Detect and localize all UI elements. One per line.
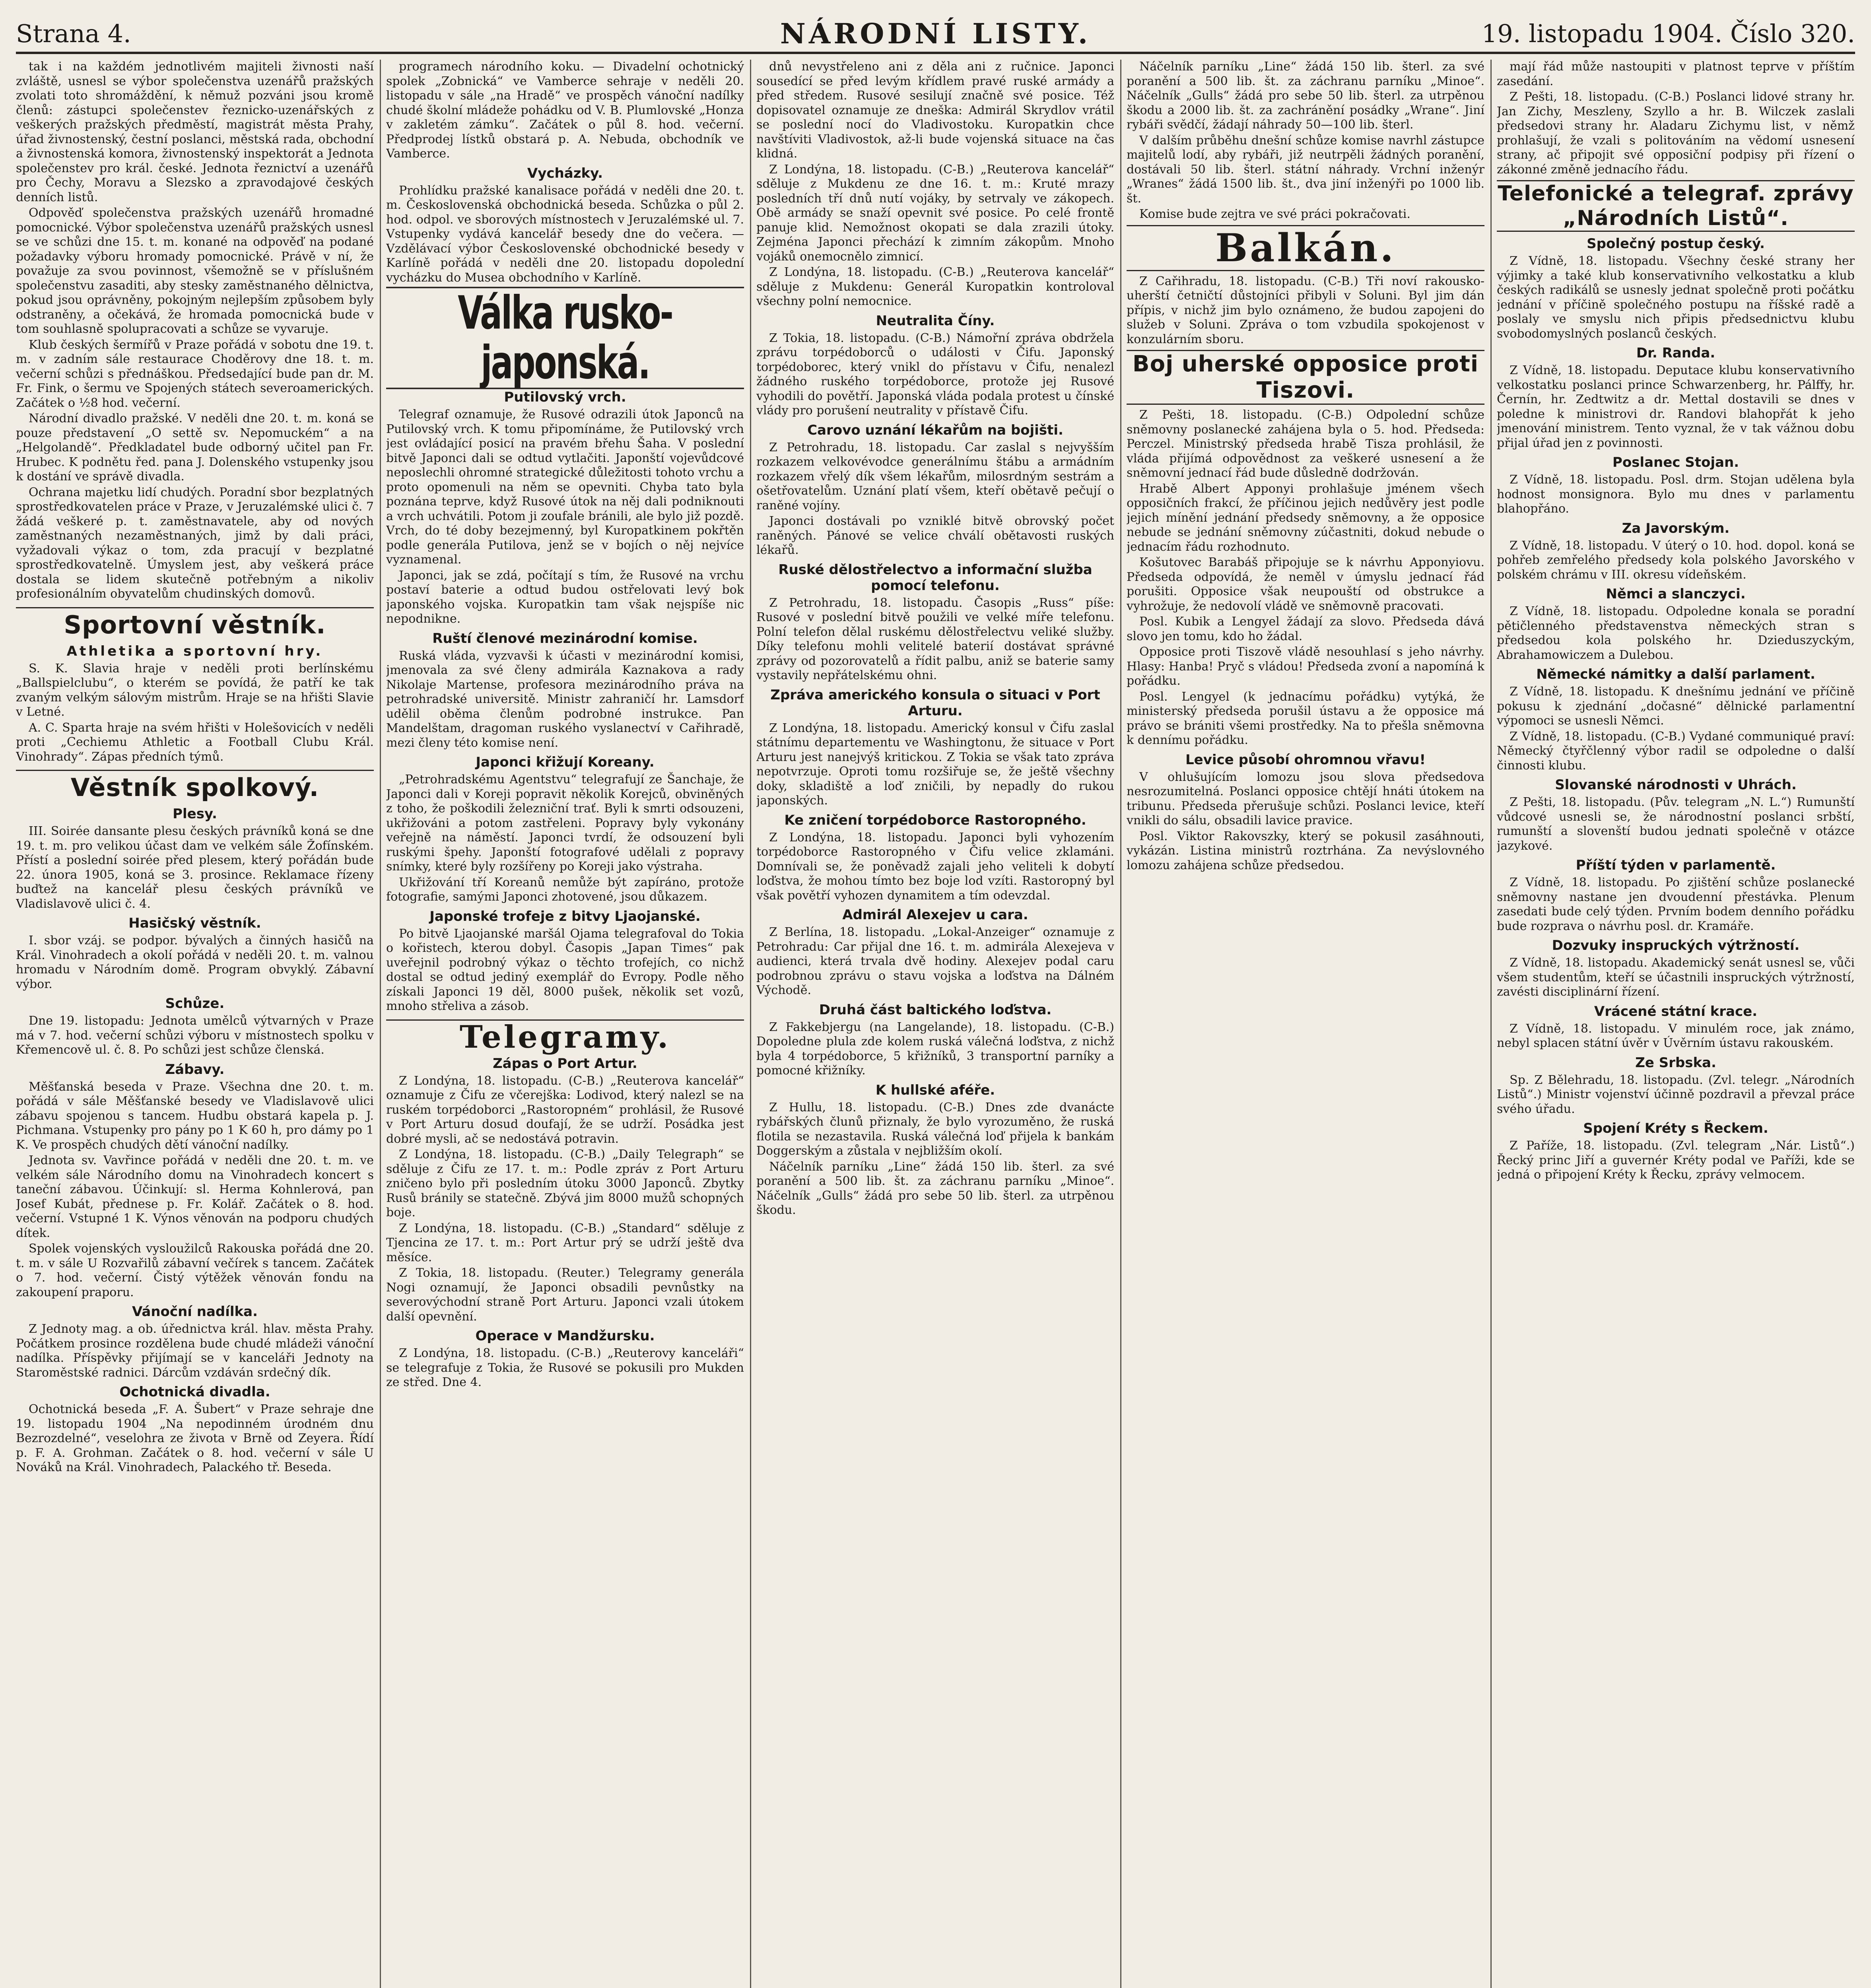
article-paragraph: Z Londýna, 18. listopadu. Americký konsul v Čifu zaslal státnímu departementu ve Washingtonu, že situace v Port Arturu jest nanejvýš kritickou. Z Tokia se však tato zpráva nepotvrzuje. Oproti tomu rozšiřuje se, že ještě všechny doky, skladiště a loď zničili, by nepadly do rukou japonských. — [756, 721, 1114, 808]
column-1 — [16, 60, 374, 1988]
column-rule — [1490, 60, 1492, 1988]
section-heading-telegrams: Telegramy. — [386, 1019, 744, 1052]
subheading: Carovo uznání lékařům na bojišti. — [807, 422, 1063, 438]
article-paragraph: Spolek vojenských vysloužilců Rakouska pořádá dne 20. t. m. v sále U Rozvařilů zábavní večírek s tancem. Začátek o 7. hod. večerní. Čistý výtěžek věnován fondu na zakoupení praporu. — [16, 1242, 374, 1299]
column-4 — [1127, 60, 1484, 1988]
article-paragraph: Z Londýna, 18. listopadu. (C-B.) „Daily Telegraph“ se sděluje z Čifu ze 17. t. m.: Podle zpráv z Port Arturu zničeno bylo při posledním útoku 3000 Japonců. Zbytky Rusů bránily se statečně. Zbývá jim 8000 mužů schopných boje. — [386, 1147, 744, 1219]
subheading: Japonci křižují Koreany. — [476, 754, 655, 770]
article-paragraph: A. C. Sparta hraje na svém hřišti v Holešovicích v neděli proti „Cechiemu Athletic a Football Clubu Král. Vinohrady“. Zápas předních týmů. — [16, 720, 374, 764]
column-2 — [386, 60, 744, 1988]
article-paragraph: programech národního koku. — Divadelní ochotnický spolek „Zobnická“ ve Vamberce sehraje v neděli 20. listopadu v sále „na Hradě“ ve prospěch vánoční nadílky chudé školní mládeže pohádku od V. B. Plumlovské „Honza v zakletém zámku“. Začátek o půl 8. hod. večerní. Předprodej lístků obstará p. A. Nebuda, obchodník ve Vamberce. — [386, 60, 744, 161]
article-paragraph: Z Pešti, 18. listopadu. (C-B.) Poslanci lidové strany hr. Jan Zichy, Meszleny, Szyllo a hr. B. Wilczek zaslali předsedovi strany hr. Aladaru Zichymu list, v němž prohlašují, že vzali s politováním na vědomí usnesení strany, ač připojit své opposiční podpisy při řízení o zákonné změně jednacího řádu. — [1497, 90, 1855, 177]
subheading: K hullské aféře. — [875, 1082, 995, 1098]
subheading: Schůze. — [165, 996, 225, 1011]
subheading: Ze Srbska. — [1635, 1054, 1716, 1071]
article-paragraph: Odpověď společenstva pražských uzenářů hromadné pomocnické. Výbor společenstva uzenářů pražských usnesl se ve schůzi dne 15. t. m. konané na odpověď na podané požadavky výboru hromady pomocnické. Právě v ní, že považuje za svou povinnost, všemožně se v příslušném společenstvu zasaditi, aby stesky zaměstnaného dělnictva, pokud jsou oprávněny, pokojným nejlepším způsobem byly odstraněny, a očekává, že hromada pomocnická bude v tom souhlasně spolupracovati a schůze se vyvaruje. — [16, 206, 374, 336]
subheading: Společný postup český. — [1587, 236, 1765, 252]
article-paragraph: Hrabě Albert Apponyi prohlašuje jménem všech opposičních frakcí, že příčinou jejich nedůvěry jest podle jejich mínění jednání předsedy sněmovny, a že opposice nebude se jednání sněmovny zúčastniti, dokud nebude o jednacím řádu rozhodnuto. — [1127, 481, 1484, 554]
article-paragraph: Z Tokia, 18. listopadu. (C-B.) Námořní zpráva obdržela zprávu torpédoborců o události v Čifu. Japonský torpédoborec, který vnikl do přístavu v Čifu, nenalezl žádného ruského torpédoborce, protože jej Rusové vyhodili do povětří. Japonská vláda podala protest u čínské vlády pro porušení neutrality v přístavě Čifu. — [756, 331, 1114, 417]
article-paragraph: S. K. Slavia hraje v neděli proti berlínskému „Ballspielclubu“, o kterém se povídá, že patří ke tak zvaným velkým sálovým mistrům. Hraje se na hřišti Slavie v Letné. — [16, 661, 374, 719]
subheading: Zápas o Port Artur. — [493, 1055, 637, 1072]
column-5 — [1497, 60, 1855, 1988]
column-rule — [1120, 60, 1121, 1988]
subheading: Ruské dělostřelectvo a informační služba pomocí telefonu. — [778, 561, 1092, 594]
article-paragraph: Z Tokia, 18. listopadu. (Reuter.) Telegramy generála Nogi oznamují, že Japonci obsadili pevnůstky na severovýchodní straně Port Arturu. Japonci vzali útokem další opevnění. — [386, 1266, 744, 1324]
article-paragraph: tak i na každém jednotlivém majiteli živnosti naší zvláště, usnesl se výbor společenstva uzenářů pražských zvolati toto shromáždění, k němuž pozváni jsou kromě členů: zástupci společenstev řeznicko-uzenářských z veškerých pražských předměstí, magistrát města Prahy, úřad živnostenský, čestní poslanci, městská rada, obchodní a živnostenská komora, živnostenský inspektorát a Jednota společenstev pro král. české. Jednota řeznictví a uzenářů pro Čechy, Moravu a Slezsko a zpravodajové českých denních listů. — [16, 60, 374, 204]
subheading: Za Javorským. — [1622, 520, 1730, 536]
subheading: Japonské trofeje z bitvy Ljaojanské. — [429, 908, 701, 924]
column-3 — [756, 60, 1114, 1988]
article-paragraph: Z Londýna, 18. listopadu. (C-B.) „Reuterova kancelář“ sděluje z Mukdenu ze dne 16. t. m.: Kruté mrazy posledních tří dnů nutí vojáky, by setrvaly ve zákopech. Obě armády se snaží opevnit své posice. Po celé frontě panuje klid. Nemožnost okopati se dala zrazili útoky. Zejména Japonci přechází k zimním zákopům. Mnoho vojáků onemocnělo zimnicí. — [756, 162, 1114, 264]
subheading: Vycházky. — [527, 165, 603, 181]
subheading: Vrácené státní krace. — [1594, 1003, 1758, 1019]
subheading: Dr. Randa. — [1636, 345, 1716, 361]
article-paragraph: Klub českých šermířů v Praze pořádá v sobotu dne 19. t. m. v zadním sále restaurace Choděrovy dne 18. t. m. večerní schůzi s přednáškou. Předsedající bude pan dr. M. Fr. Fink, o šermu ve Spojených státech severoamerických. Začátek o ½8 hod. večerní. — [16, 338, 374, 410]
subheading: Ochotnická divadla. — [119, 1384, 270, 1400]
subheading: Zpráva amerického konsula o situaci v Port Arturu. — [770, 687, 1100, 719]
article-paragraph: Z Londýna, 18. listopadu. (C-B.) „Reuterova kancelář“ oznamuje z Čifu ze včerejška: Lodivod, který nalezl se na ruském torpédoborci „Rastoropném“ prohlásil, že Rusové v Port Arturu dosud doufají, že se udrží. Posádka jest dobré mysli, ač se nedostává potravin. — [386, 1074, 744, 1146]
article-paragraph: III. Soirée dansante plesu českých právníků koná se dne 19. t. m. pro velikou účast dam ve velkém sále Žofínském. Přístí a poslední soirée před plesem, který pořádán bude 22. února 1905, koná se 3. prosince. Reklamace řízeny buďtež na kancelář plesu českých právníků ve Vladislavově ulici č. 4. — [16, 824, 374, 911]
subheading: Athletika a sportovní hry. — [66, 643, 323, 659]
subheading: Putilovský vrch. — [504, 389, 626, 405]
article-paragraph: Z Vídně, 18. listopadu. K dnešnímu jednání ve příčině pokusu k zjednání „dočasné“ dělnické parlamentní výpomoci se usnesli Němci. — [1497, 685, 1855, 728]
article-paragraph: Náčelník parníku „Line“ žádá 150 lib. šterl. za své poranění a 500 lib. št. za záchranu parníku „Minoe“. Náčelník „Gulls“ žádá pro sebe 50 lib. šterl. za utrpěnou škodu. — [756, 1159, 1114, 1217]
article-paragraph: mají řád může nastoupiti v platnost teprve v příštím zasedání. — [1497, 60, 1855, 88]
article-paragraph: Z Vídně, 18. listopadu. Posl. drm. Stojan udělena byla hodnost monsignora. Bylo mu dnes v parlamentu blahopřáno. — [1497, 473, 1855, 516]
article-paragraph: Posl. Lengyel (k jednacímu pořádku) vytýká, že ministerský předseda porušil ústavu a že opposice má právo se brániti všemi prostředky. Na to přešla sněmovna k dennímu pořádku. — [1127, 689, 1484, 747]
article-paragraph: Ruská vláda, vyzvavši k účasti v mezinárodní komisi, jmenovala za své členy admirála Kaznakova a rady Nikolaje Martense, profesora mezinárodního práva na petrohradské universitě. Ministr zahraničí hr. Lamsdorf udělil oběma členům podrobné instrukce. Pan Mandelštam, dragoman ruského vyslanectví v Cařihradě, mezi členy této komise není. — [386, 648, 744, 750]
subheading: Levice působí ohromnou vřavu! — [1185, 751, 1426, 768]
article-paragraph: Z Vídně, 18. listopadu. (C-B.) Vydané communiqué praví: Německý čtyřčlenný výbor radil se odpoledne o další činnosti klubu. — [1497, 729, 1855, 773]
article-paragraph: Japonci, jak se zdá, počítají s tím, že Rusové na vrchu postaví baterie a odtud budou ostřelovati levý bok japonského vojska. Kuropatkin tam však nejspíše nic nepodnikne. — [386, 568, 744, 626]
article-paragraph: Posl. Viktor Rakovszky, který se pokusil zasáhnouti, vykázán. Listina ministrů roztrhána. Za nevýslovného lomozu zahájena schůze předsedou. — [1127, 829, 1484, 872]
article-paragraph: V dalším průběhu dnešní schůze komise navrhl zástupce majitelů lodí, aby rybáři, již neutrpěli žádných poranění, dostávali 50 lib. šterl. státní náhrady. Vrchní inženýr „Wranes“ žádá 1500 lib. št., dva jiní inženýři po 1000 lib. št. — [1127, 133, 1484, 206]
article-paragraph: Košutovec Barabáš připojuje se k návrhu Apponyiovu. Předseda odpovídá, že neměl v úmyslu jednací řád porušiti. Opposice však neupouští od obstrukce a vyhrožuje, že nedovolí vládě ve sněmovně pracovati. — [1127, 555, 1484, 613]
section-heading-balkan: Balkán. — [1127, 225, 1484, 271]
article-paragraph: „Petrohradskému Agentstvu“ telegrafují ze Šanchaje, že Japonci dali v Koreji popravit několik Korejců, obviněných z toho, že poškodili železniční trať. Byli k smrti odsouzeni, ukřižováni a potom zastřeleni. Popravy byly vykonány veřejně na náměstí. Japonci tvrdí, že odsouzení byli ruskými špehy. Japonští fotografové udělali z popravy snímky, které byly rozšířeny po Koreji jako výstraha. — [386, 773, 744, 874]
article-paragraph: Komise bude zejtra ve své práci pokračovati. — [1139, 207, 1411, 221]
article-paragraph: Z Hullu, 18. listopadu. (C-B.) Dnes zde dvanácte rybářských člunů přiznaly, že bylo vyrozuměno, že ruská flotila se nezastavila. Ruská válečná loď přijela k bankám Doggerským a zůstala v nejbližším okolí. — [756, 1100, 1114, 1158]
subheading: Operace v Mandžursku. — [475, 1328, 655, 1344]
page-columns — [16, 60, 1855, 1988]
section-heading-war: Válka rusko-japonská. — [386, 287, 744, 389]
masthead — [16, 16, 1855, 54]
section-heading-sport: Sportovní věstník. — [16, 607, 374, 639]
subheading: Hasičský věstník. — [128, 915, 261, 931]
article-paragraph: Telegraf oznamuje, že Rusové odrazili útok Japonců na Putilovský vrch. K tomu připomínáme, že Putilovský vrch jest ovládající posicí na pravém břehu Šaha. V poslední bitvě Japonci dali se odtud vytlačiti. Japonští vojevůdcové neposlechli ohromné strategické důležitosti tohoto vrchu a proto opomenuli na něm se opevniti. Chyba tato byla poznána teprve, když Rusové útok na něj dali podniknouti a vrch uchvátili. Potom ji zoufale bránili, ale bylo již pozdě. Vrch, do té doby bezejmenný, byl Kuropatkinem pokřtěn podle generála Putilova, jenž se v bojích o něj nejvíce vyznamenal. — [386, 408, 744, 567]
subheading: Plesy. — [173, 806, 217, 822]
subheading: Neutralita Číny. — [876, 313, 995, 329]
article-paragraph: Z Londýna, 18. listopadu. (C-B.) „Reuterovy kanceláři“ se telegrafuje z Tokia, že Rusové se pokusili pro Mukden ze střed. Dne 4. — [386, 1346, 744, 1389]
article-paragraph: Z Londýna, 18. listopadu. (C-B.) „Reuterova kancelář“ sděluje z Mukdenu: Generál Kuropatkin kontroloval všechny polní nemocnice. — [756, 265, 1114, 308]
article-paragraph: Prohlídku pražské kanalisace pořádá v neděli dne 20. t. m. Československá obchodnická beseda. Schůzka o půl 2. hod. odpol. ve sborových místnostech v Jeruzalémské ul. 7. Vstupenky vydává kancelář besedy dne do večera. — Vzdělávací výbor Československé obchodnické besedy v Karlíně pořádá v neděli dne 20. listopadu dopolední vycházku do Musea obchodního v Karlíně. — [386, 183, 744, 285]
subheading: Dozvuky inspruckých výtržností. — [1552, 938, 1800, 953]
subheading: Slovanské národnosti v Uhrách. — [1555, 777, 1797, 793]
section-heading-telephone: Telefonické a telegraf. zprávy „Národních Listů“. — [1497, 180, 1855, 232]
article-paragraph: Ochotnická beseda „F. A. Šubert“ v Praze sehraje dne 19. listopadu 1904 „Na nepodinném úrodném dnu Bezrozdelné“, veselohra ze života v Brně od Zeyera. Řídí p. F. A. Grohman. Začátek o 8. hod. večerní v sále U Nováků na Král. Vinohradech, Palackého tř. Beseda. — [16, 1402, 374, 1474]
article-paragraph: Národní divadlo pražské. V neděli dne 20. t. m. koná se pouze představení „O settě sv. Nepomuckém“ a na „Helgolandě“. Předkladatel bude odborný učitel pan Fr. Hrubec. K podnětu řed. pana J. Dolenského vstupenky jsou k dostání ve správě divadla. — [16, 412, 374, 483]
article-paragraph: Z Paříže, 18. listopadu. (Zvl. telegram „Nár. Listů“.) Řecký princ Jiří a guvernér Kréty podal ve Paříži, kde se jedná o připojení Kréty k Řecku, zprávy velmocem. — [1497, 1139, 1855, 1182]
article-paragraph: Z Cařihradu, 18. listopadu. (C-B.) Tři noví rakousko-uherští četničtí důstojníci přibyli v Soluni. Byl jim dán přípis, v nichž jim bylo oznámeno, že budou zapojeni do služeb v Soluni. Zpráva o tom vzbudila spokojenost v konzulárním sboru. — [1127, 274, 1484, 346]
article-paragraph: V ohlušujícím lomozu jsou slova předsedova nesrozumitelná. Poslanci opposice chtějí hnáti útokem na tribunu. Předseda přerušuje schůzi. Poslanci levice, kteří vnikli do sálu, obsadili lavice pravice. — [1127, 770, 1484, 827]
subheading: Německé námitky a další parlament. — [1536, 666, 1815, 682]
section-heading-hungary: Boj uherské opposice proti Tiszovi. — [1127, 350, 1484, 405]
subheading: Ke zničení torpédoborce Rastoropného. — [784, 812, 1086, 828]
issue-date: 19. listopadu 1904. Číslo 320. — [1481, 19, 1855, 48]
article-paragraph: Japonci dostávali po vzniklé bitvě obrovský počet raněných. Pánové se velice chválí obětavosti ruských lékařů. — [756, 514, 1114, 557]
article-paragraph: Z Vídně, 18. listopadu. Deputace klubu konservativního velkostatku poslanci prince Schwarzenberg, hr. Pálffy, hr. Černín, hr. Zedtwitz a dr. Mettal dostavili se dnes v poledne k ministrovi dr. Randovi blahopřát k jeho jmenování ministrem. Tento vyznal, že v tak vážnou dobu přijal úřad jen z povinnosti. — [1497, 363, 1855, 450]
article-paragraph: Dne 19. listopadu: Jednota umělců výtvarných v Praze má v 7. hod. večerní schůzi výboru v místnostech spolku v Křemencově ul. č. 8. Po schůzi jest schůze členská. — [16, 1014, 374, 1057]
article-paragraph: Z Vídně, 18. listopadu. Všechny české strany her výjimky a také klub konservativního velkostatku a klub českých radikálů se usnesly jednat společně proti počátku jednání v příčině společného postupu na říšské radě a poslaly ve smyslu nich připis předsednictvu klubu svobodomyslných poslanců českých. — [1497, 254, 1855, 341]
article-paragraph: Z Vídně, 18. listopadu. V úterý o 10. hod. dopol. koná se pohřeb zemřelého předsedy kola polského Javorského v polském chrámu v III. okresu vídeňském. — [1497, 538, 1855, 582]
article-paragraph: Ukřižování tří Koreanů nemůže být zapíráno, protože fotografie, samými Japonci zhotovené, jsou důkazem. — [386, 875, 744, 904]
subheading: Zábavy. — [165, 1061, 225, 1077]
subheading: Vánoční nadílka. — [132, 1304, 258, 1320]
article-paragraph: Z Londýna, 18. listopadu. Japonci byli vyhozením torpédoborce Rastoropného v Čifu velice zklamáni. Domnívali se, že poněvadž zajali jeho veliteli k dobytí loďstva, že mohou tímto bez boje lod vzíti. Rastoropný byl však povětří vyhozen dynamitem a tím odevzdal. — [756, 830, 1114, 903]
article-paragraph: Z Petrohradu, 18. listopadu. Časopis „Russ“ píše: Rusové v poslední bitvě použili ve velké míře telefonu. Polní telefon dělal ruskému dělostřelectvu veliké služby. Díky telefonu mohli velitelé baterií dostávat správné zprávy od pozorovatelů a řídit palbu, aniž se baterie samy vystavily nepřátelskému ohni. — [756, 596, 1114, 682]
article-paragraph: Ochrana majetku lidí chudých. Poradní sbor bezplatných sprostředkovatelen práce v Praze, v Jeruzalémské ulici č. 7 žádá veškeré p. t. zaměstnavatele, aby od nových zaměstnaných nezaměstnaných, jimž by dali práci, vyžadovali výkaz o tom, zda pracují v bezplatné sprostředkovatelně. Úmyslem jest, aby veškerá práce dostala se lidem skutečně potřebným a nikoliv profesionálním obyvatelům chudinských domovů. — [16, 485, 374, 601]
article-paragraph: Opposice proti Tiszově vládě nesouhlasí s jeho návrhy. Hlasy: Hanba! Pryč s vládou! Předseda zvoní a napomíná k pořádku. — [1127, 645, 1484, 688]
section-heading-spolky: Věstník spolkový. — [16, 770, 374, 802]
subheading: Druhá část baltického loďstva. — [819, 1002, 1052, 1018]
subheading: Ruští členové mezinárodní komise. — [432, 630, 698, 646]
subheading: Spojení Kréty s Řeckem. — [1583, 1120, 1768, 1136]
article-paragraph: Posl. Kubik a Lengyel žádají za slovo. Předseda dává slovo jen tomu, kdo ho žádal. — [1127, 615, 1484, 643]
subheading: Němci a slanczyci. — [1606, 586, 1746, 602]
article-paragraph: Jednota sv. Vavřince pořádá v neděli dne 20. t. m. ve velkém sále Národního domu na Vinohradech koncert s taneční zábavou. Účinkují: sl. Herma Kohnlerová, pan Josef Kubát, přednese p. Fr. Kolář. Začátek o 8. hod. večerní. Vstupné 1 K. Výnos věnován na podporu chudých dítek. — [16, 1153, 374, 1240]
newspaper-title: NÁRODNÍ LISTY. — [780, 17, 1091, 50]
article-paragraph: Sp. Z Bělehradu, 18. listopadu. (Zvl. telegr. „Národních Listů“.) Ministr vojenství účinně pozdravil a převzal práce svého úřadu. — [1497, 1073, 1855, 1116]
article-paragraph: Měšťanská beseda v Praze. Všechna dne 20. t. m. pořádá v sále Měšťanské besedy ve Vladislavově ulici zábavu spojenou s tancem. Hudbu obstará kapela p. J. Pichmana. Vstupenky pro pány po 1 K 60 h, pro dámy po 1 K. Ve prospěch chudých dětí vánoční nadílky. — [16, 1079, 374, 1152]
article-paragraph: Z Berlína, 18. listopadu. „Lokal-Anzeiger“ oznamuje z Petrohradu: Car přijal dne 16. t. m. admirála Alexejeva v audienci, která trvala dvě hodiny. Alexejev podal caru podrobnou zprávu o stavu vojska a loďstva na Dálném Východě. — [756, 925, 1114, 997]
article-paragraph: Náčelník parníku „Line“ žádá 150 lib. šterl. za své poranění a 500 lib. št. za záchranu parníku „Minoe“. Náčelník „Gulls“ žádá pro sebe 50 lib. šterl. za utrpěnou škodu a 2000 lib. št. za zachránění posádky „Wrane“. Jiní rybáři svědčí, žádají náhrady 50—100 lib. šterl. — [1127, 60, 1484, 132]
article-paragraph: Z Vídně, 18. listopadu. Po zjištění schůze poslanecké sněmovny nastane jen dvoudenní přestávka. Plenum zasedati bude celý týden. Prvním bodem denního pořádku bude rozprava o návrhu posl. dr. Kramáře. — [1497, 876, 1855, 933]
article-paragraph: Z Fakkebjergu (na Langelande), 18. listopadu. (C-B.) Dopoledne plula zde kolem ruská válečná loďstva, z nichž byla 4 torpédoborce, 5 křižníků, 3 transportní parníky a pomocné křižníky. — [756, 1020, 1114, 1077]
subheading: Admirál Alexejev u cara. — [842, 907, 1028, 923]
article-paragraph: Z Vídně, 18. listopadu. Akademický senát usnesl se, vůči všem studentům, kteří se účastnili inspruckých výtržností, zavésti disciplinární řízení. — [1497, 956, 1855, 999]
column-rule — [750, 60, 751, 1988]
subheading: Příští týden v parlamentě. — [1576, 857, 1776, 873]
article-paragraph: Z Vídně, 18. listopadu. V minulém roce, jak známo, nebyl splacen státní úvěr v Úvěrním ústavu rakouském. — [1497, 1021, 1855, 1050]
article-paragraph: Z Petrohradu, 18. listopadu. Car zaslal s nejvyšším rozkazem velkovévodce generálnímu štábu a armádním rozkazem vřelý dík všem lékařům, milosrdným sestrám a ošetřovatelům. Uznání platí všem, kteří obětavě pečují o raněné vojíny. — [756, 440, 1114, 513]
article-paragraph: Z Vídně, 18. listopadu. Odpoledne konala se poradní pětičlenného představenstva německých stran s předsedou kola polského hr. Dzieduszyckým, Abrahamowiczem a Dulebou. — [1497, 604, 1855, 662]
page-number: Strana 4. — [16, 19, 131, 48]
article-paragraph: Z Jednoty mag. a ob. úřednictva král. hlav. města Prahy. Počátkem prosince rozdělena bude chudé mládeži vánoční nadílka. Příspěvky přijímají se v kanceláři Jednoty na Staroměstské radnici. Dárcům vzdáván srdečný dík. — [16, 1322, 374, 1380]
subheading: Poslanec Stojan. — [1612, 454, 1739, 470]
article-paragraph: Z Londýna, 18. listopadu. (C-B.) „Standard“ sděluje z Tjencina ze 17. t. m.: Port Artur prý se udrží ještě dva měsíce. — [386, 1221, 744, 1264]
article-paragraph: I. sbor vzáj. se podpor. bývalých a činných hasičů na Král. Vinohradech a okolí pořádá v neděli 20. t. m. valnou hromadu v Národním domě. Program obvyklý. Zábavní výbor. — [16, 934, 374, 991]
article-paragraph: Z Pešti, 18. listopadu. (Pův. telegram „N. L.“) Rumunští vůdcové usnesli se, že národnostní poslanci srbští, rumunští a slovenští budou jednati společně v otázce jazykové. — [1497, 795, 1855, 853]
article-paragraph: dnů nevystřeleno ani z děla ani z ručnice. Japonci sousedící se před levým křídlem pravé ruské armády a před středem. Rusové sesilují značně své posice. Též dopisovatel oznamuje ze dneška: Admirál Skrydlov vrátil se poslední nocí do Vladivostoku. Kuropatkin chce navštíviti Vladivostok, až-li bude vojenská situace na čas klidná. — [756, 60, 1114, 161]
column-rule — [380, 60, 381, 1988]
article-paragraph: Z Pešti, 18. listopadu. (C-B.) Odpolední schůze sněmovny poslanecké zahájena byla o 5. hod. Předseda: Perczel. Ministrský předseda hrabě Tisza prohlásil, že vláda přijímá odpovědnost za veškeré usnesení a že sněmovní jednací řád bude důsledně dodržován. — [1127, 408, 1484, 480]
article-paragraph: Po bitvě Ljaojanské maršál Ojama telegrafoval do Tokia o kořistech, kterou dobyl. Časopis „Japan Times“ pak uveřejnil podrobný výkaz o těchto trofejích, co nichž dostal se odtud jediný exemplář do Evropy. Podle něho získali Japonci 19 děl, 8000 pušek, několik set vozů, mnoho střeliva a zásob. — [386, 926, 744, 1013]
